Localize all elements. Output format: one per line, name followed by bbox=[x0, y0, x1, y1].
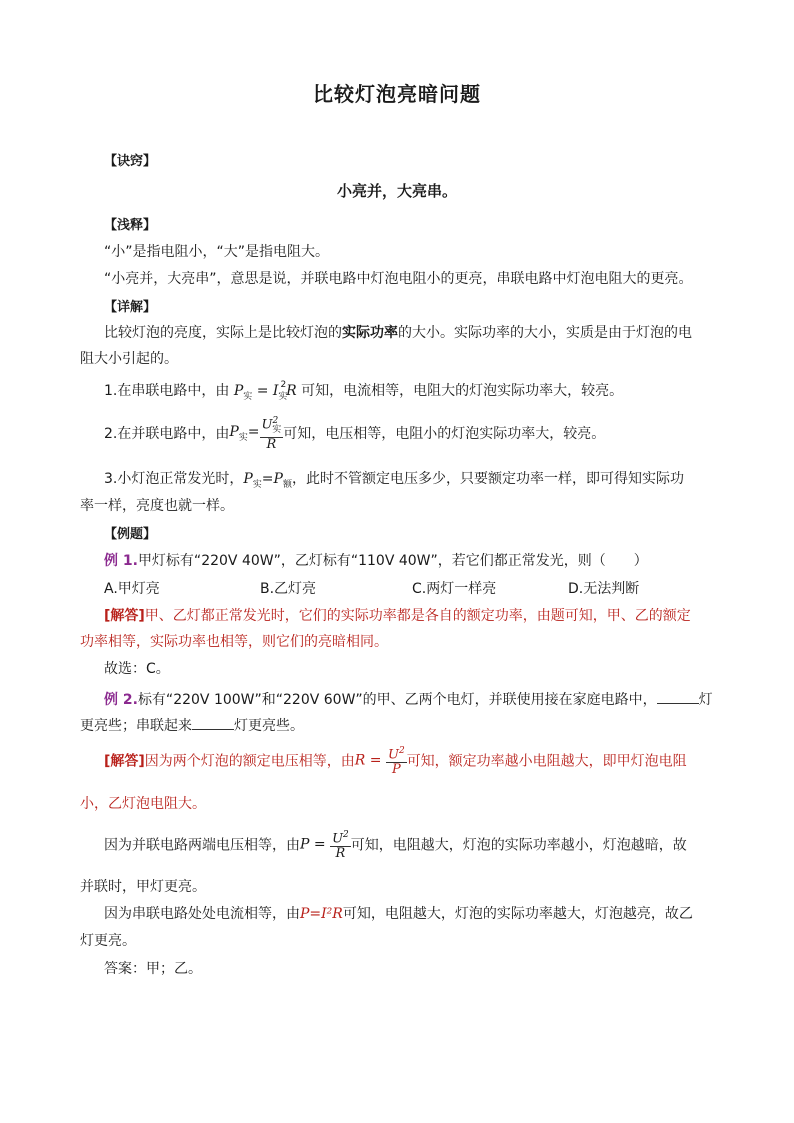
example-1-option-d: D.无法判断 bbox=[568, 581, 640, 597]
example-2-question-text-d: 灯更亮些。 bbox=[234, 718, 304, 734]
example-1-choice: 故选：C。 bbox=[104, 661, 170, 677]
example-2-blank-1[interactable] bbox=[657, 691, 699, 704]
detail-point-3-line-2: 率一样，亮度也就一样。 bbox=[80, 498, 234, 514]
detail-intro-line-2: 阻大小引起的。 bbox=[80, 351, 178, 367]
parallel-power-formula-lhs: $P_实=$ bbox=[229, 423, 260, 443]
detail-point-2-text-a: 2.在并联电路中，由 bbox=[104, 425, 230, 442]
example-2-answer-line-5 bbox=[104, 903, 693, 923]
page-title: 比较灯泡亮暗问题 bbox=[313, 82, 481, 106]
detail-point-2-text-b: 可知，电压相等，电阻小的灯泡实际功率大，较亮。 bbox=[283, 425, 606, 442]
example-2-answer-text-f: 可知，电阻越大，灯泡的实际功率越大，灯泡越亮，故乙 bbox=[342, 906, 693, 922]
resistance-formula-lhs: R = bbox=[354, 752, 386, 769]
example-2-answer-line-3 bbox=[104, 828, 687, 861]
example-2-answer-text-c: 因为并联电路两端电压相等，由 bbox=[104, 837, 300, 854]
example-2-answer-text-d: 可知，电阻越大，灯泡的实际功率越小，灯泡越暗，故 bbox=[350, 837, 687, 854]
example-2-question-line-1 bbox=[104, 689, 713, 709]
detail-point-1-text-a: 1.在串联电路中，由 bbox=[104, 383, 230, 399]
example-1-option-a: A.甲灯亮 bbox=[104, 581, 160, 597]
power-formula-lhs: P = bbox=[300, 836, 331, 853]
example-1-answer-line-2: 功率相等，实际功率也相等，则它们的亮暗相同。 bbox=[80, 634, 388, 650]
example-2-answer-line-1 bbox=[104, 744, 687, 777]
section-heading-detail: 【详解】 bbox=[104, 300, 157, 315]
series-formula: P=I²R bbox=[300, 906, 343, 922]
section-heading-explain: 【浅释】 bbox=[104, 218, 157, 233]
power-fraction: $\frac{U^2}{R}$ bbox=[332, 830, 349, 862]
example-2-answer-text-b: 可知，额定功率越小电阻越大，即甲灯泡电阻 bbox=[406, 753, 687, 770]
example-2-question-text-c: 更亮些；串联起来 bbox=[80, 718, 192, 734]
example-2-final-answer: 答案：甲；乙。 bbox=[104, 961, 202, 977]
detail-point-3-line-1 bbox=[104, 468, 684, 490]
example-2-question-text-b: 灯 bbox=[698, 692, 713, 708]
detail-point-1-text-b: 可知，电流相等，电阻大的灯泡实际功率大，较亮。 bbox=[301, 383, 624, 399]
series-power-formula: $P_实 = I_实^2R$ bbox=[233, 380, 297, 402]
detail-point-1 bbox=[104, 380, 623, 402]
example-1-question-text: 甲灯标有“220V 40W”，乙灯标有“110V 40W”，若它们都正常发光，则（ ） bbox=[137, 553, 648, 569]
detail-point-3-text-b: ，此时不管额定电压多少，只要额定功率一样，即可得知实际功 bbox=[291, 471, 684, 487]
example-1-answer-text-a: 甲、乙灯都正常发光时，它们的实际功率都是各自的额定功率，由题可知，甲、乙的额定 bbox=[144, 608, 691, 624]
example-2-answer-tag: [解答] bbox=[104, 753, 145, 770]
example-1-label: 例 1. bbox=[104, 553, 138, 569]
explain-line-2: “小亮并，大亮串”，意思是说，并联电路中灯泡电阻小的更亮，串联电路中灯泡电阻大的更亮。 bbox=[104, 271, 693, 287]
section-heading-examples: 【例题】 bbox=[104, 527, 157, 542]
rated-power-formula: $P_实=P_额$ bbox=[243, 471, 292, 490]
example-2-label: 例 2. bbox=[104, 692, 138, 708]
detail-intro-text-b: 的大小。实际功率的大小，实质是由于灯泡的电 bbox=[398, 325, 692, 341]
example-2-answer-text-a: 因为两个灯泡的额定电压相等，由 bbox=[144, 753, 355, 770]
detail-intro-bold: 实际功率 bbox=[342, 325, 398, 341]
example-2-question-line-2 bbox=[80, 715, 304, 735]
example-2-answer-line-4: 并联时，甲灯更亮。 bbox=[80, 879, 206, 895]
example-2-question-text-a: 标有“220V 100W”和“220V 60W”的甲、乙两个电灯，并联使用接在家庭电路中， bbox=[137, 692, 657, 708]
detail-intro-text-a: 比较灯泡的亮度，实际上是比较灯泡的 bbox=[104, 325, 342, 341]
example-1-question bbox=[104, 550, 648, 570]
section-heading-trick: 【诀窍】 bbox=[104, 154, 157, 169]
detail-point-3-text-a: 3.小灯泡正常发光时， bbox=[104, 471, 244, 487]
example-2-answer-line-6: 灯更亮。 bbox=[80, 933, 136, 949]
parallel-power-fraction: $\frac{U^2_实}{R}$ bbox=[261, 416, 282, 452]
example-1-option-c: C.两灯一样亮 bbox=[412, 581, 497, 597]
detail-point-2 bbox=[104, 414, 605, 452]
example-1-answer-tag: [解答] bbox=[104, 608, 145, 624]
explain-line-1: “小”是指电阻小，“大”是指电阻大。 bbox=[104, 244, 330, 260]
detail-intro-line-1 bbox=[104, 322, 692, 342]
example-2-answer-line-2: 小，乙灯泡电阻大。 bbox=[80, 796, 206, 812]
resistance-fraction: $\frac{U^2}{P}$ bbox=[387, 746, 405, 778]
example-2-answer-text-e: 因为串联电路处处电流相等，由 bbox=[104, 906, 300, 922]
example-2-blank-2[interactable] bbox=[192, 717, 234, 730]
trick-phrase: 小亮并，大亮串。 bbox=[336, 182, 457, 200]
example-1-option-b: B.乙灯亮 bbox=[260, 581, 317, 597]
example-1-answer-line-1 bbox=[104, 605, 691, 625]
